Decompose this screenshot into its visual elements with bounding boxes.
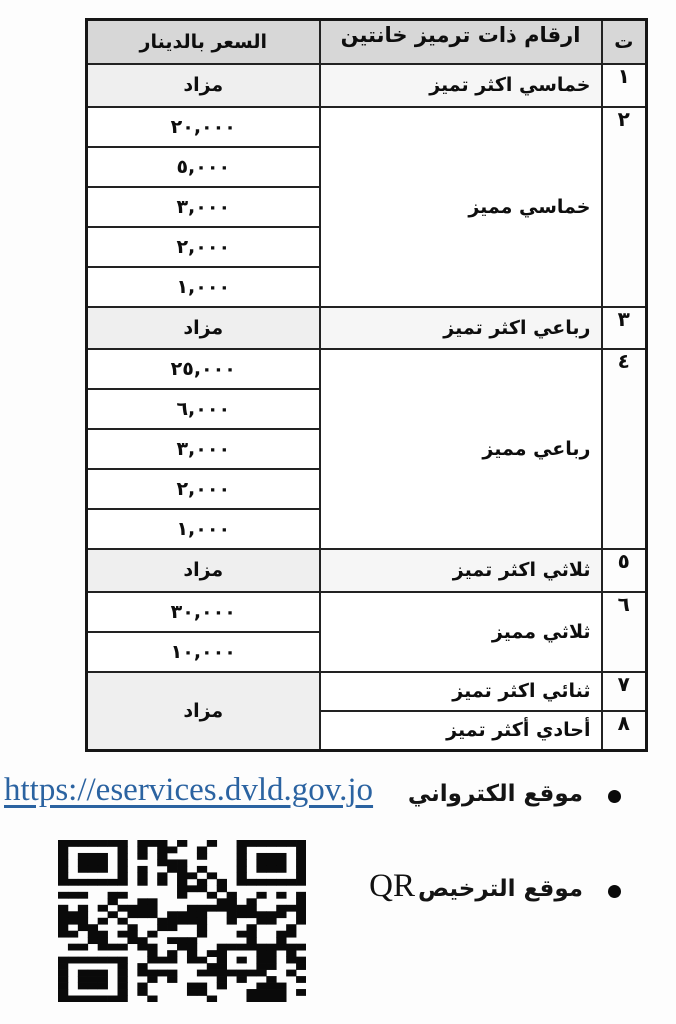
price-cell: ٢٥,٠٠٠ <box>87 349 320 389</box>
price-cell: ٥,٠٠٠ <box>87 147 320 187</box>
table-row <box>87 592 647 632</box>
row-index: ٦ <box>602 592 647 672</box>
category-cell: رباعي مميز <box>320 349 602 549</box>
category-cell: رباعي اكثر تميز <box>320 307 602 349</box>
licensing-label: موقع الترخيص <box>418 876 583 902</box>
table-row <box>87 549 647 592</box>
header-price: السعر بالدينار <box>87 20 320 64</box>
category-cell: أحادي أكثر تميز <box>320 711 602 751</box>
row-index: ٤ <box>602 349 647 549</box>
header-category: ارقام ذات ترميز خانتين <box>320 20 602 64</box>
qr-code-image <box>58 840 306 1002</box>
row-index: ٨ <box>602 711 647 751</box>
price-cell: ٢٠,٠٠٠ <box>87 107 320 147</box>
price-cell: ١,٠٠٠ <box>87 267 320 307</box>
row-index: ٥ <box>602 549 647 592</box>
price-cell: ١٠,٠٠٠ <box>87 632 320 672</box>
auction-cell: مزاد <box>87 64 320 107</box>
price-cell: ٢,٠٠٠ <box>87 227 320 267</box>
price-cell: ١,٠٠٠ <box>87 509 320 549</box>
row-index: ٢ <box>602 107 647 307</box>
price-cell: ٣,٠٠٠ <box>87 187 320 227</box>
auction-cell: مزاد <box>87 307 320 349</box>
category-cell: خماسي مميز <box>320 107 602 307</box>
table-row <box>87 307 647 349</box>
auction-cell: مزاد <box>87 549 320 592</box>
bullet-icon <box>608 885 621 898</box>
eservices-link[interactable]: https://eservices.dvld.gov.jo <box>4 772 374 808</box>
table-row <box>87 349 647 389</box>
row-index: ٧ <box>602 672 647 711</box>
price-table <box>85 18 648 752</box>
price-cell: ٦,٠٠٠ <box>87 389 320 429</box>
price-cell: ٣,٠٠٠ <box>87 429 320 469</box>
website-label: موقع الكترواني <box>407 781 583 807</box>
row-index: ١ <box>602 64 647 107</box>
price-cell: ٢,٠٠٠ <box>87 469 320 509</box>
auction-cell: مزاد <box>87 672 320 751</box>
category-cell: ثلاثي مميز <box>320 592 602 672</box>
bullet-icon <box>608 790 621 803</box>
row-index: ٣ <box>602 307 647 349</box>
table-row <box>87 672 647 711</box>
header-index: ت <box>602 20 647 64</box>
qr-label: QR <box>369 868 415 904</box>
price-cell: ٣٠,٠٠٠ <box>87 592 320 632</box>
table-row <box>87 64 647 107</box>
category-cell: خماسي اكثر تميز <box>320 64 602 107</box>
table-row <box>87 107 647 147</box>
category-cell: ثلاثي اكثر تميز <box>320 549 602 592</box>
category-cell: ثنائي اكثر تميز <box>320 672 602 711</box>
table-header-row <box>87 20 647 64</box>
